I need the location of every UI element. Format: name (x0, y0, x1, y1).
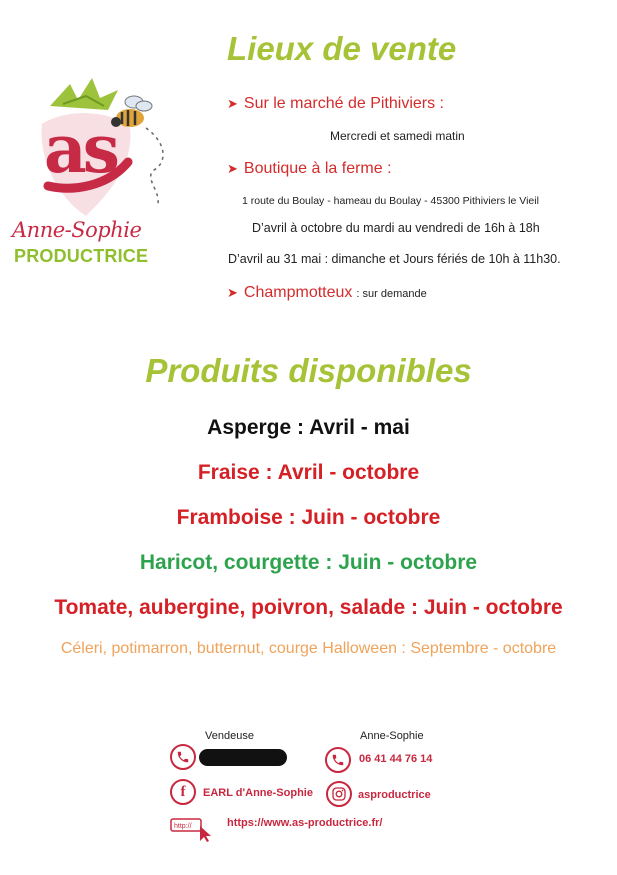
arrow-bullet-icon: ➤ (227, 285, 238, 300)
phone-icon (170, 744, 196, 770)
facebook-icon[interactable]: f (170, 779, 196, 805)
lieu-label: Champmotteux (243, 284, 353, 301)
vendeuse-label: Vendeuse (205, 730, 254, 742)
farm-address: 1 route du Boulay - hameau du Boulay - 45300 Pithiviers le Vieil (242, 195, 539, 207)
logo-initials: as (44, 110, 116, 188)
web-icon-label: http:// (174, 823, 192, 830)
instagram-link[interactable]: asproductrice (358, 789, 431, 801)
lieu-item-champmotteux (227, 284, 427, 302)
website-link[interactable]: https://www.as-productrice.fr/ (227, 817, 383, 829)
logo-subtitle: PRODUCTRICE (14, 246, 149, 266)
instagram-icon[interactable] (326, 781, 352, 807)
phone-icon (325, 747, 351, 773)
lieu-item-farm (227, 160, 392, 178)
anne-sophie-phone[interactable]: 06 41 44 76 14 (359, 753, 433, 765)
lieu-item-market (227, 95, 444, 113)
product-fraise: Fraise : Avril - octobre (197, 461, 420, 484)
produits-title: Produits disponibles (145, 352, 472, 389)
arrow-bullet-icon: ➤ (227, 96, 238, 111)
facebook-link[interactable]: EARL d'Anne-Sophie (203, 787, 313, 799)
product-haricot: Haricot, courgette : Juin - octobre (139, 551, 478, 574)
redacted-phone (199, 749, 287, 766)
product-framboise: Framboise : Juin - octobre (176, 506, 441, 529)
lieu-label: Sur le marché de Pithiviers : (243, 95, 444, 112)
farm-hours-weekday: D’avril à octobre du mardi au vendredi de 16h à 18h (252, 221, 540, 235)
arrow-bullet-icon: ➤ (227, 161, 238, 176)
anne-sophie-label: Anne-Sophie (360, 730, 424, 742)
lieu-note: : sur demande (356, 288, 427, 300)
farm-hours-weekend: D’avril au 31 mai : dimanche et Jours fériés de 10h à 11h30. (228, 252, 561, 266)
lieux-title: Lieux de vente (227, 30, 457, 67)
product-tomate: Tomate, aubergine, poivron, salade : Juin - octobre (54, 596, 563, 619)
logo-name: Anne-Sophie (12, 218, 142, 242)
lieu-label: Boutique à la ferme : (243, 160, 392, 177)
market-days: Mercredi et samedi matin (330, 129, 465, 143)
product-asperge: Asperge : Avril - mai (207, 416, 410, 439)
product-celeri: Céleri, potimarron, butternut, courge Halloween : Septembre - octobre (60, 640, 557, 657)
web-cursor-icon (170, 816, 214, 840)
